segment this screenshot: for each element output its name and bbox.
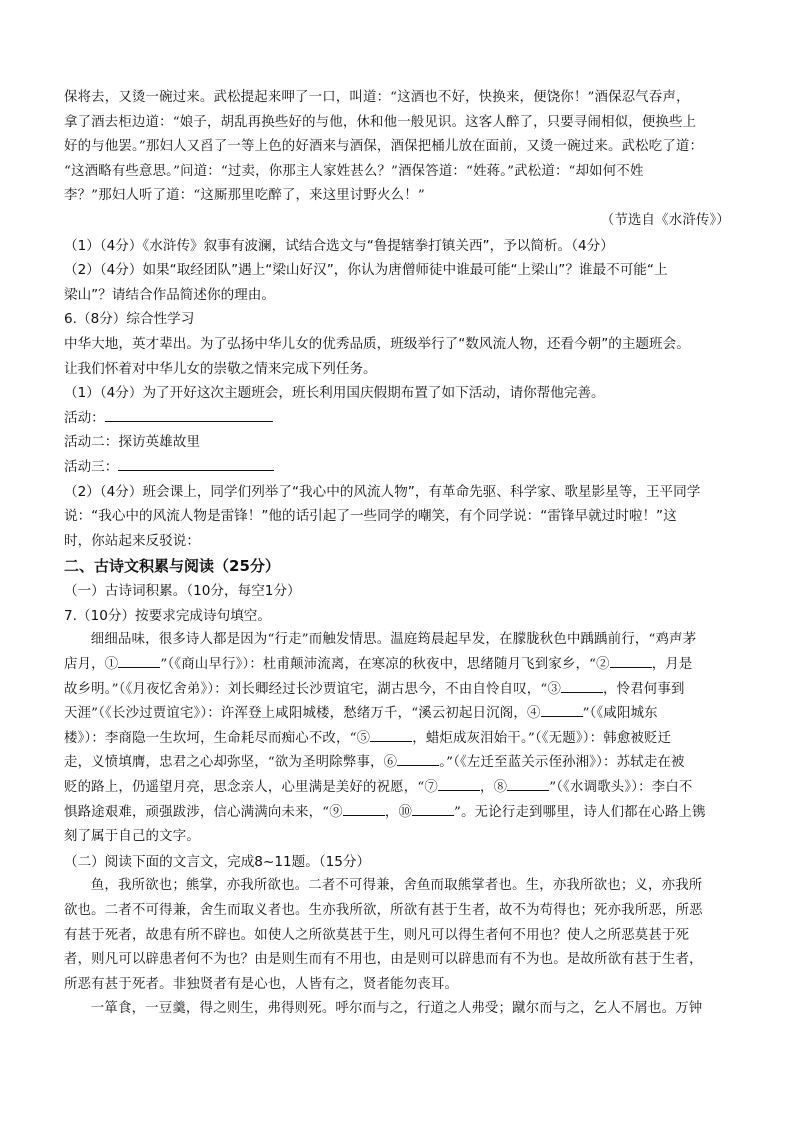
q5-sub2-line: （2）（4分）如果“取经团队”遇上“梁山好汉”，你认为唐僧师徒中谁最可能“上梁山”？谁最不可能“上 [64, 262, 668, 279]
blank-7[interactable] [438, 776, 480, 791]
q6-sub2-line: （2）（4分）班会课上，同学们列举了“我心中的风流人物”，有革命先驱、科学家、歌星影星等，王平同学 [64, 483, 701, 500]
activity-1-label: 活动： [64, 409, 105, 426]
blank-2[interactable] [610, 653, 652, 668]
q5-sub2-line: 梁山”？请结合作品简述你的理由。 [64, 286, 275, 303]
q6-title: 6.（8分）综合性学习 [64, 311, 195, 328]
q6-intro: 让我们怀着对中华儿女的崇敬之情来完成下列任务。 [64, 360, 377, 377]
q7-line [64, 751, 730, 776]
q7-line [64, 653, 730, 678]
question-6 [64, 307, 730, 553]
classical-passage [64, 874, 730, 1022]
blank-1[interactable] [118, 653, 160, 668]
q7-text: 。”（《左迁至蓝关示侄孙湘》）：苏轼走在被 [439, 755, 685, 771]
q7-line [64, 727, 730, 752]
exam-page [64, 86, 730, 1022]
q7-text: 走，义愤填膺，忠君之心却弥坚，“欲为圣明除弊事，⑥ [64, 755, 398, 771]
blank-5[interactable] [370, 727, 412, 742]
classical-line: 鱼，我所欲也；熊掌，亦我所欲也。二者不可得兼，舍鱼而取熊掌者也。生，亦我所欲也；义，亦我所 [90, 878, 703, 894]
story-line: 李？”那妇人听了道：“这厮那里吃醉了，来这里讨野火么！” [64, 188, 425, 204]
q7-text: 楼》）：李商隐一生坎坷，生命耗尽而痴心不改，“⑤ [64, 730, 371, 746]
q7-text: ”（《商山早行》）：杜甫颠沛流离，在寒凉的秋夜中，思绪随月飞到家乡，“② [160, 657, 610, 673]
q7-text: ，⑩ [384, 804, 413, 820]
classical-line: 欲也。二者不可得兼，舍生而取义者也。生亦我所欲，所欲有甚于生者，故不为苟得也；死亦我所恶，所恶 [64, 903, 703, 918]
q7-text: 店月，① [64, 657, 119, 673]
q7-title: 7.（10分）按要求完成诗句填空。 [64, 607, 271, 624]
q7-text: 惧路途艰难，顽强跋涉，信心满满向未来，“⑨ [64, 804, 343, 820]
classical-line: 所恶有甚于死者。非独贤者有是心也，人皆有之，贤者能勿丧耳。 [64, 976, 459, 992]
story-line: 拿了酒去柜边道：“娘子，胡乱再换些好的与他，休和他一般见识。这客人醉了，只要寻闹相似，便换些上 [64, 114, 697, 130]
activity-3 [64, 455, 730, 480]
story-line: “这酒略有些意思。”问道：“过卖，你那主人家姓甚么？”酒保答道：“姓蒋。”武松道：“却如何不姓 [64, 163, 644, 179]
q7-line: 细细品味，很多诗人都是因为“行走”而触发情思。温庭筠晨起早发，在朦胧秋色中踽踽前行，“鸡声茅 [90, 632, 697, 648]
classical-line: 一箪食，一豆羹，得之则生，弗得则死。呼尔而与之，行道之人弗受；蹴尔而与之，乞人不屑也。万钟 [90, 1001, 703, 1017]
activity-1 [64, 406, 730, 431]
q7-line [64, 702, 730, 727]
classical-line: 有甚于死者，故患有所不辟也。如使人之所欲莫甚于生，则凡可以得生者何不用也？使人之所恶莫甚于死 [64, 927, 690, 943]
part-1-title: （一）古诗词积累。（10分，每空1分） [64, 583, 301, 600]
activity-1-blank[interactable] [105, 407, 273, 422]
q7-line [64, 801, 730, 826]
q6-sub2-line: 时，你站起来反驳说： [64, 532, 200, 549]
q7-line [64, 678, 730, 703]
q7-text: ，怜君何事到 [603, 681, 685, 697]
section-2-heading: 二、古诗文积累与阅读（25分） [64, 557, 280, 576]
section-2 [64, 553, 730, 1022]
q7-text: ，月是 [651, 657, 693, 673]
q7-line [64, 776, 730, 801]
q6-sub2-line: 说：“我心中的风流人物是雷锋！”他的话引起了一些同学的嘲笑，有个同学说：“雷锋早就过时啦！”这 [64, 508, 677, 525]
q7-text: 贬的路上，仍遥望月亮，思念亲人，心里满是美好的祝愿，“⑦ [64, 780, 438, 796]
q7-line: 刻了属于自己的文字。 [64, 829, 200, 845]
q7-text: ”。无论行走到哪里，诗人们都在心路上镌 [454, 804, 706, 820]
q7-text: 天涯”（《长沙过贾谊宅》）：许浑登上咸阳城楼，愁绪万千，“溪云初起日沉阁，④ [64, 706, 541, 722]
activity-3-label: 活动三： [64, 458, 119, 475]
q7-text: 故乡明。”（《月夜忆舍弟》）：刘长卿经过长沙贾谊宅，湖古思今，不由自怜自叹，“③ [64, 681, 562, 697]
story-source: （节选自《水浒传》） [600, 212, 730, 228]
activity-3-blank[interactable] [118, 456, 274, 471]
blank-10[interactable] [412, 801, 454, 816]
activity-2: 活动二：探访英雄故里 [64, 434, 200, 451]
blank-8[interactable] [507, 776, 549, 791]
story-line: 保将去，又烫一碗过来。武松提起来呷了一口，叫道：“这酒也不好，快换来，便饶你！”酒保忍气吞声， [64, 90, 690, 105]
blank-9[interactable] [343, 801, 385, 816]
blank-3[interactable] [561, 678, 603, 693]
q7-text: ”（《水调歌头》）：李白不 [549, 780, 693, 796]
q6-intro: 中华大地，英才辈出。为了弘扬中华儿女的优秀品质，班级举行了“数风流人物，还看今朝”的主题班会。 [64, 335, 690, 352]
q7-text: ”（《咸阳城东 [582, 706, 658, 722]
classical-line: 者，则凡可以辟患者何不为也？由是则生而有不用也，由是则可以辟患而有不为也。是故所欲有甚于生者， [64, 952, 703, 968]
q7-text: ，蜡炬成灰泪始干。”（《无题》）：韩愈被贬迁 [412, 730, 672, 746]
story-line: 好的与他罢。”那妇人又舀了一等上色的好酒来与酒保，酒保把桶儿放在面前，又烫一碗过来。武松吃了道： [64, 139, 704, 155]
q6-sub1: （1）（4分）为了开好这次主题班会，班长利用国庆假期布置了如下活动，请你帮他完善。 [64, 385, 605, 402]
part-2-title: （二）阅读下面的文言文，完成8~11题。（15分） [64, 853, 371, 870]
blank-6[interactable] [397, 751, 439, 766]
story-excerpt [64, 86, 730, 234]
q7-text: ，⑧ [480, 780, 508, 796]
question-5 [64, 234, 730, 308]
blank-4[interactable] [541, 702, 583, 717]
q7-passage [64, 628, 730, 849]
q5-sub1: （1）（4分）《水浒传》叙事有波澜，试结合选文与“鲁提辖拳打镇关西”，予以简析。（4分） [64, 237, 614, 254]
